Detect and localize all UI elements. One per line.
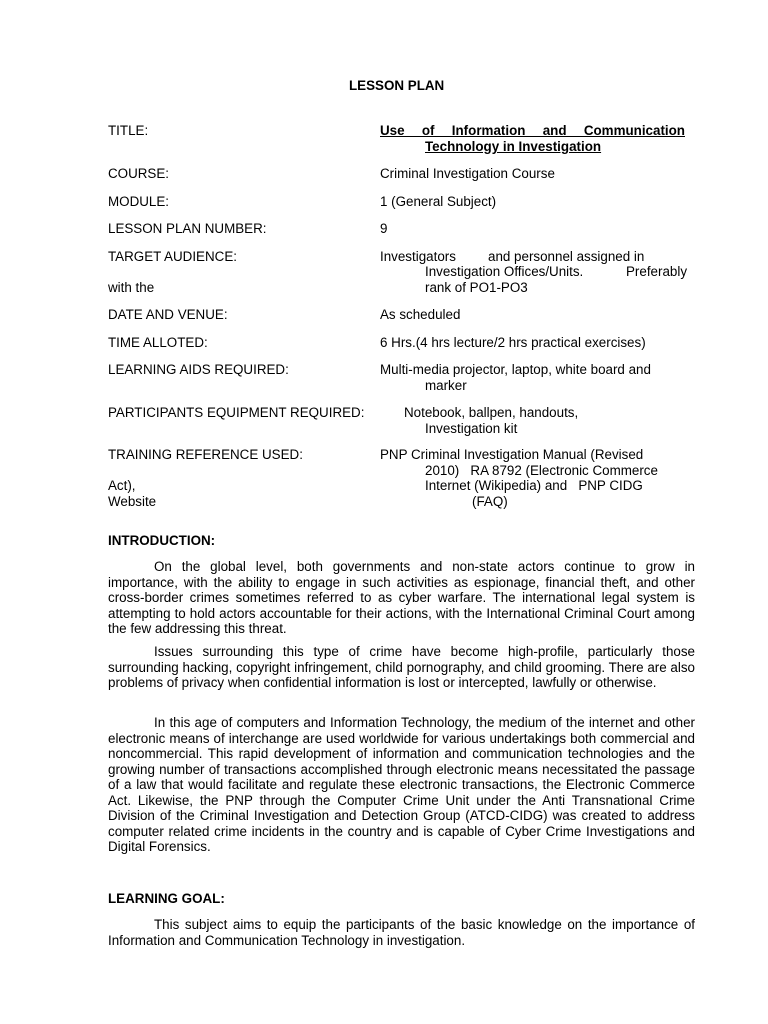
learning-goal-heading: LEARNING GOAL: <box>108 891 225 906</box>
course-label: COURSE: <box>108 166 170 181</box>
time-alloted-label: TIME ALLOTED: <box>108 335 208 350</box>
learning-aids-line1: Multi-media projector, laptop, white board and <box>380 362 651 377</box>
introduction-paragraph-3: In this age of computers and Information Technology, the medium of the internet and other electronic means of interchange are used worldwide for various undertakings both commercial and noncommercial. This rapid development of information and communication technologies and the growing number of transactions accomplished through electronic means necessitated the passage of a law that would facilitate and regulate these electronic transactions, the Electronic Commerce Act. Likewise, the PNP through the Computer Crime Unit under the Anti Transnational Crime Division of the Criminal Investigation and Detection Group (ATCD-CIDG) was created to address computer related crime incidents in the country and is capable of Cyber Crime Investigations and Digital Forensics. <box>108 715 695 854</box>
learning-goal-paragraph: This subject aims to equip the participants of the basic knowledge on the importance of Information and Communication Technology in investigation. <box>108 917 695 948</box>
learning-aids-line2: marker <box>425 378 467 393</box>
time-alloted-value: 6 Hrs.(4 hrs lecture/2 hrs practical exercises) <box>380 335 646 350</box>
lesson-plan-number-value: 9 <box>380 221 388 236</box>
training-reference-line1: PNP Criminal Investigation Manual (Revised <box>380 447 644 462</box>
training-reference-line3: Internet (Wikipedia) and PNP CIDG <box>425 478 643 493</box>
target-audience-label-cont: with the <box>108 280 155 295</box>
lesson-title-line1: Use of Information and Communication <box>380 123 685 138</box>
date-venue-label: DATE AND VENUE: <box>108 307 228 322</box>
introduction-heading: INTRODUCTION: <box>108 533 216 548</box>
training-reference-label: TRAINING REFERENCE USED: <box>108 447 303 462</box>
course-value: Criminal Investigation Course <box>380 166 555 181</box>
participants-equipment-line1: Notebook, ballpen, handouts, <box>404 405 579 420</box>
target-audience-line2b: Preferably <box>626 264 688 279</box>
title-label: TITLE: <box>108 123 149 138</box>
participants-equipment-label: PARTICIPANTS EQUIPMENT REQUIRED: <box>108 405 365 420</box>
target-audience-label: TARGET AUDIENCE: <box>108 249 237 264</box>
document-title: LESSON PLAN <box>349 78 445 93</box>
target-audience-line3: rank of PO1-PO3 <box>425 280 528 295</box>
target-audience-line1a: Investigators <box>380 249 456 264</box>
introduction-paragraph-2: Issues surrounding this type of crime have become high-profile, particularly those surrounding hacking, copyright infringement, child pornography, and child grooming. There are also problems of privacy when confidential information is lost or intercepted, lawfully or otherwise. <box>108 644 695 690</box>
lesson-title-line2: Technology in Investigation <box>425 139 602 154</box>
module-value: 1 (General Subject) <box>380 194 497 209</box>
participants-equipment-line2: Investigation kit <box>425 421 518 436</box>
training-reference-label-cont1: Act), <box>108 478 136 493</box>
introduction-paragraph-1: On the global level, both governments and non-state actors continue to grow in importance, with the ability to engage in such activities as espionage, financial theft, and other cross-border crimes sometimes referred to as cyber warfare. The international legal system is attempting to hold actors accountable for their actions, with the International Criminal Court among the few addressing this threat. <box>108 559 695 636</box>
date-venue-value: As scheduled <box>380 307 461 322</box>
learning-aids-label: LEARNING AIDS REQUIRED: <box>108 362 289 377</box>
module-label: MODULE: <box>108 194 170 209</box>
target-audience-line1b: and personnel assigned in <box>488 249 645 264</box>
target-audience-line2a: Investigation Offices/Units. <box>425 264 584 279</box>
training-reference-label-cont2: Website <box>108 494 157 509</box>
training-reference-line4: (FAQ) <box>472 494 508 509</box>
lesson-plan-number-label: LESSON PLAN NUMBER: <box>108 221 267 236</box>
training-reference-line2: 2010) RA 8792 (Electronic Commerce <box>425 463 658 478</box>
